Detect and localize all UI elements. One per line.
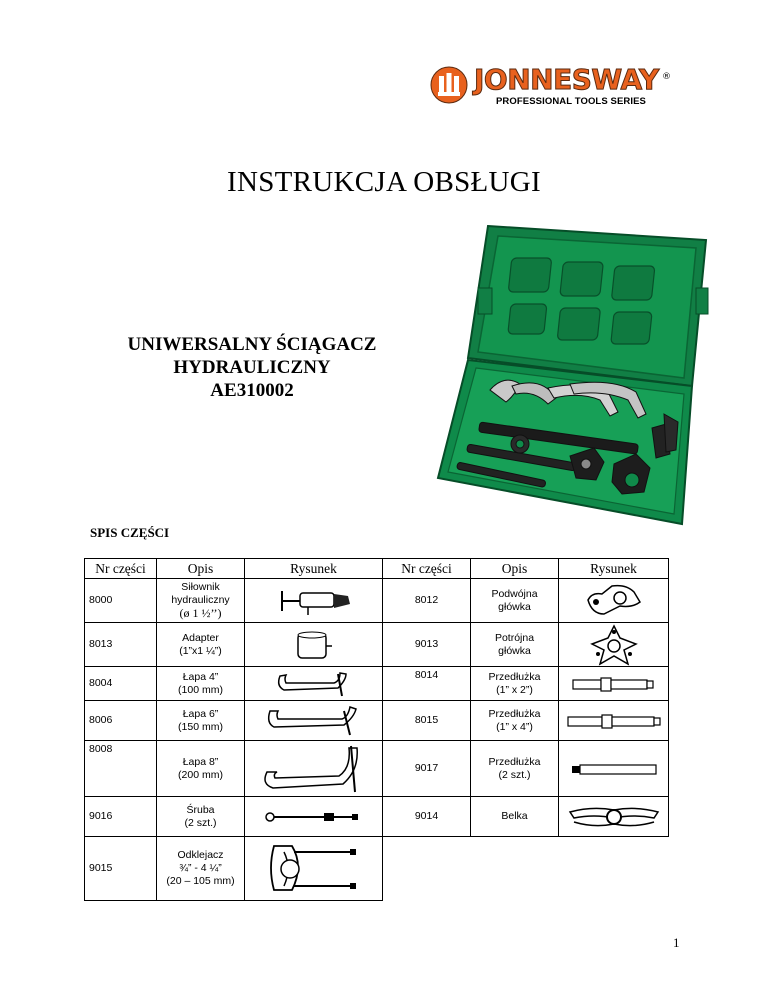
part-number: 9015 (85, 837, 157, 901)
bolt-icon (264, 807, 364, 827)
brand-name: JONNESWAY (474, 63, 659, 96)
part-drawing (245, 797, 383, 837)
part-number: 8004 (85, 667, 157, 701)
jaw-4-icon (274, 670, 354, 698)
part-number: 8000 (85, 579, 157, 623)
brand-tagline: PROFESSIONAL TOOLS SERIES (496, 96, 646, 107)
separator-icon (264, 840, 364, 898)
part-number: 9013 (383, 623, 471, 667)
part-description: Potrójna główka (471, 623, 559, 667)
product-model: AE310002 (210, 380, 294, 401)
part-number: 8006 (85, 701, 157, 741)
part-number: 9017 (383, 741, 471, 797)
hydraulic-cylinder-icon (272, 583, 356, 619)
logo-emblem-icon (430, 66, 468, 104)
part-description: Łapa 4” (100 mm) (157, 667, 245, 701)
part-drawing (559, 579, 669, 623)
table-row (85, 579, 669, 623)
header-part-number: Nr części (85, 559, 157, 579)
extension-2-icon (569, 674, 659, 694)
table-row (85, 667, 669, 701)
part-drawing (245, 623, 383, 667)
table-row (85, 741, 669, 797)
part-drawing (559, 701, 669, 741)
registered-mark: ® (662, 72, 671, 82)
extension-4-icon (566, 711, 662, 731)
part-description: Łapa 6” (150 mm) (157, 701, 245, 741)
part-number: 8008 (85, 741, 157, 797)
part-drawing (245, 837, 383, 901)
table-row (85, 837, 669, 901)
part-number: 8013 (85, 623, 157, 667)
empty-cell (559, 837, 669, 901)
part-description: Podwójna główka (471, 579, 559, 623)
part-description: Przedłużka (1” x 4”) (471, 701, 559, 741)
part-drawing (559, 623, 669, 667)
part-description: Adapter (1”x1 ¼”) (157, 623, 245, 667)
table-row (85, 623, 669, 667)
part-drawing (245, 667, 383, 701)
table-row (85, 701, 669, 741)
product-title-line1: UNIWERSALNY ŚCIĄGACZ (127, 334, 377, 355)
header-description: Opis (471, 559, 559, 579)
part-description: Siłownik hydrauliczny (ø 1 ½’’) (157, 579, 245, 623)
jaw-8-icon (259, 744, 369, 794)
triple-head-icon (586, 624, 642, 666)
tool-case-image (420, 218, 716, 531)
part-description: Łapa 8” (200 mm) (157, 741, 245, 797)
part-number: 9016 (85, 797, 157, 837)
page-number: 1 (673, 935, 680, 950)
part-description: Przedłużka (1” x 2”) (471, 667, 559, 701)
table-row (85, 797, 669, 837)
product-title-line2: HYDRAULICZNY (173, 357, 331, 378)
part-description: Śruba (2 szt.) (157, 797, 245, 837)
beam-icon (566, 802, 662, 832)
part-description: Belka (471, 797, 559, 837)
part-drawing (245, 701, 383, 741)
double-head-icon (582, 582, 646, 620)
part-description: Odklejacz ¾” - 4 ¼” (20 – 105 mm) (157, 837, 245, 901)
header-part-number: Nr części (383, 559, 471, 579)
part-drawing (245, 741, 383, 797)
parts-table (84, 558, 669, 901)
product-title (110, 333, 394, 402)
part-number: 8012 (383, 579, 471, 623)
part-number: 9014 (383, 797, 471, 837)
table-header-row (85, 559, 669, 579)
header-drawing: Rysunek (559, 559, 669, 579)
empty-cell (383, 837, 471, 901)
part-number: 8014 (383, 667, 471, 701)
part-drawing (245, 579, 383, 623)
part-drawing (559, 741, 669, 797)
part-number: 8015 (383, 701, 471, 741)
header-description: Opis (157, 559, 245, 579)
brand-logo (430, 63, 676, 110)
adapter-icon (290, 628, 338, 662)
empty-cell (471, 837, 559, 901)
part-drawing (559, 797, 669, 837)
extension-rod-icon (568, 759, 660, 779)
part-drawing (559, 667, 669, 701)
part-description: Przedłużka (2 szt.) (471, 741, 559, 797)
header-drawing: Rysunek (245, 559, 383, 579)
jaw-6-icon (264, 705, 364, 737)
section-heading: SPIS CZĘŚCI (90, 525, 170, 540)
document-title: INSTRUKCJA OBSŁUGI (227, 166, 541, 198)
